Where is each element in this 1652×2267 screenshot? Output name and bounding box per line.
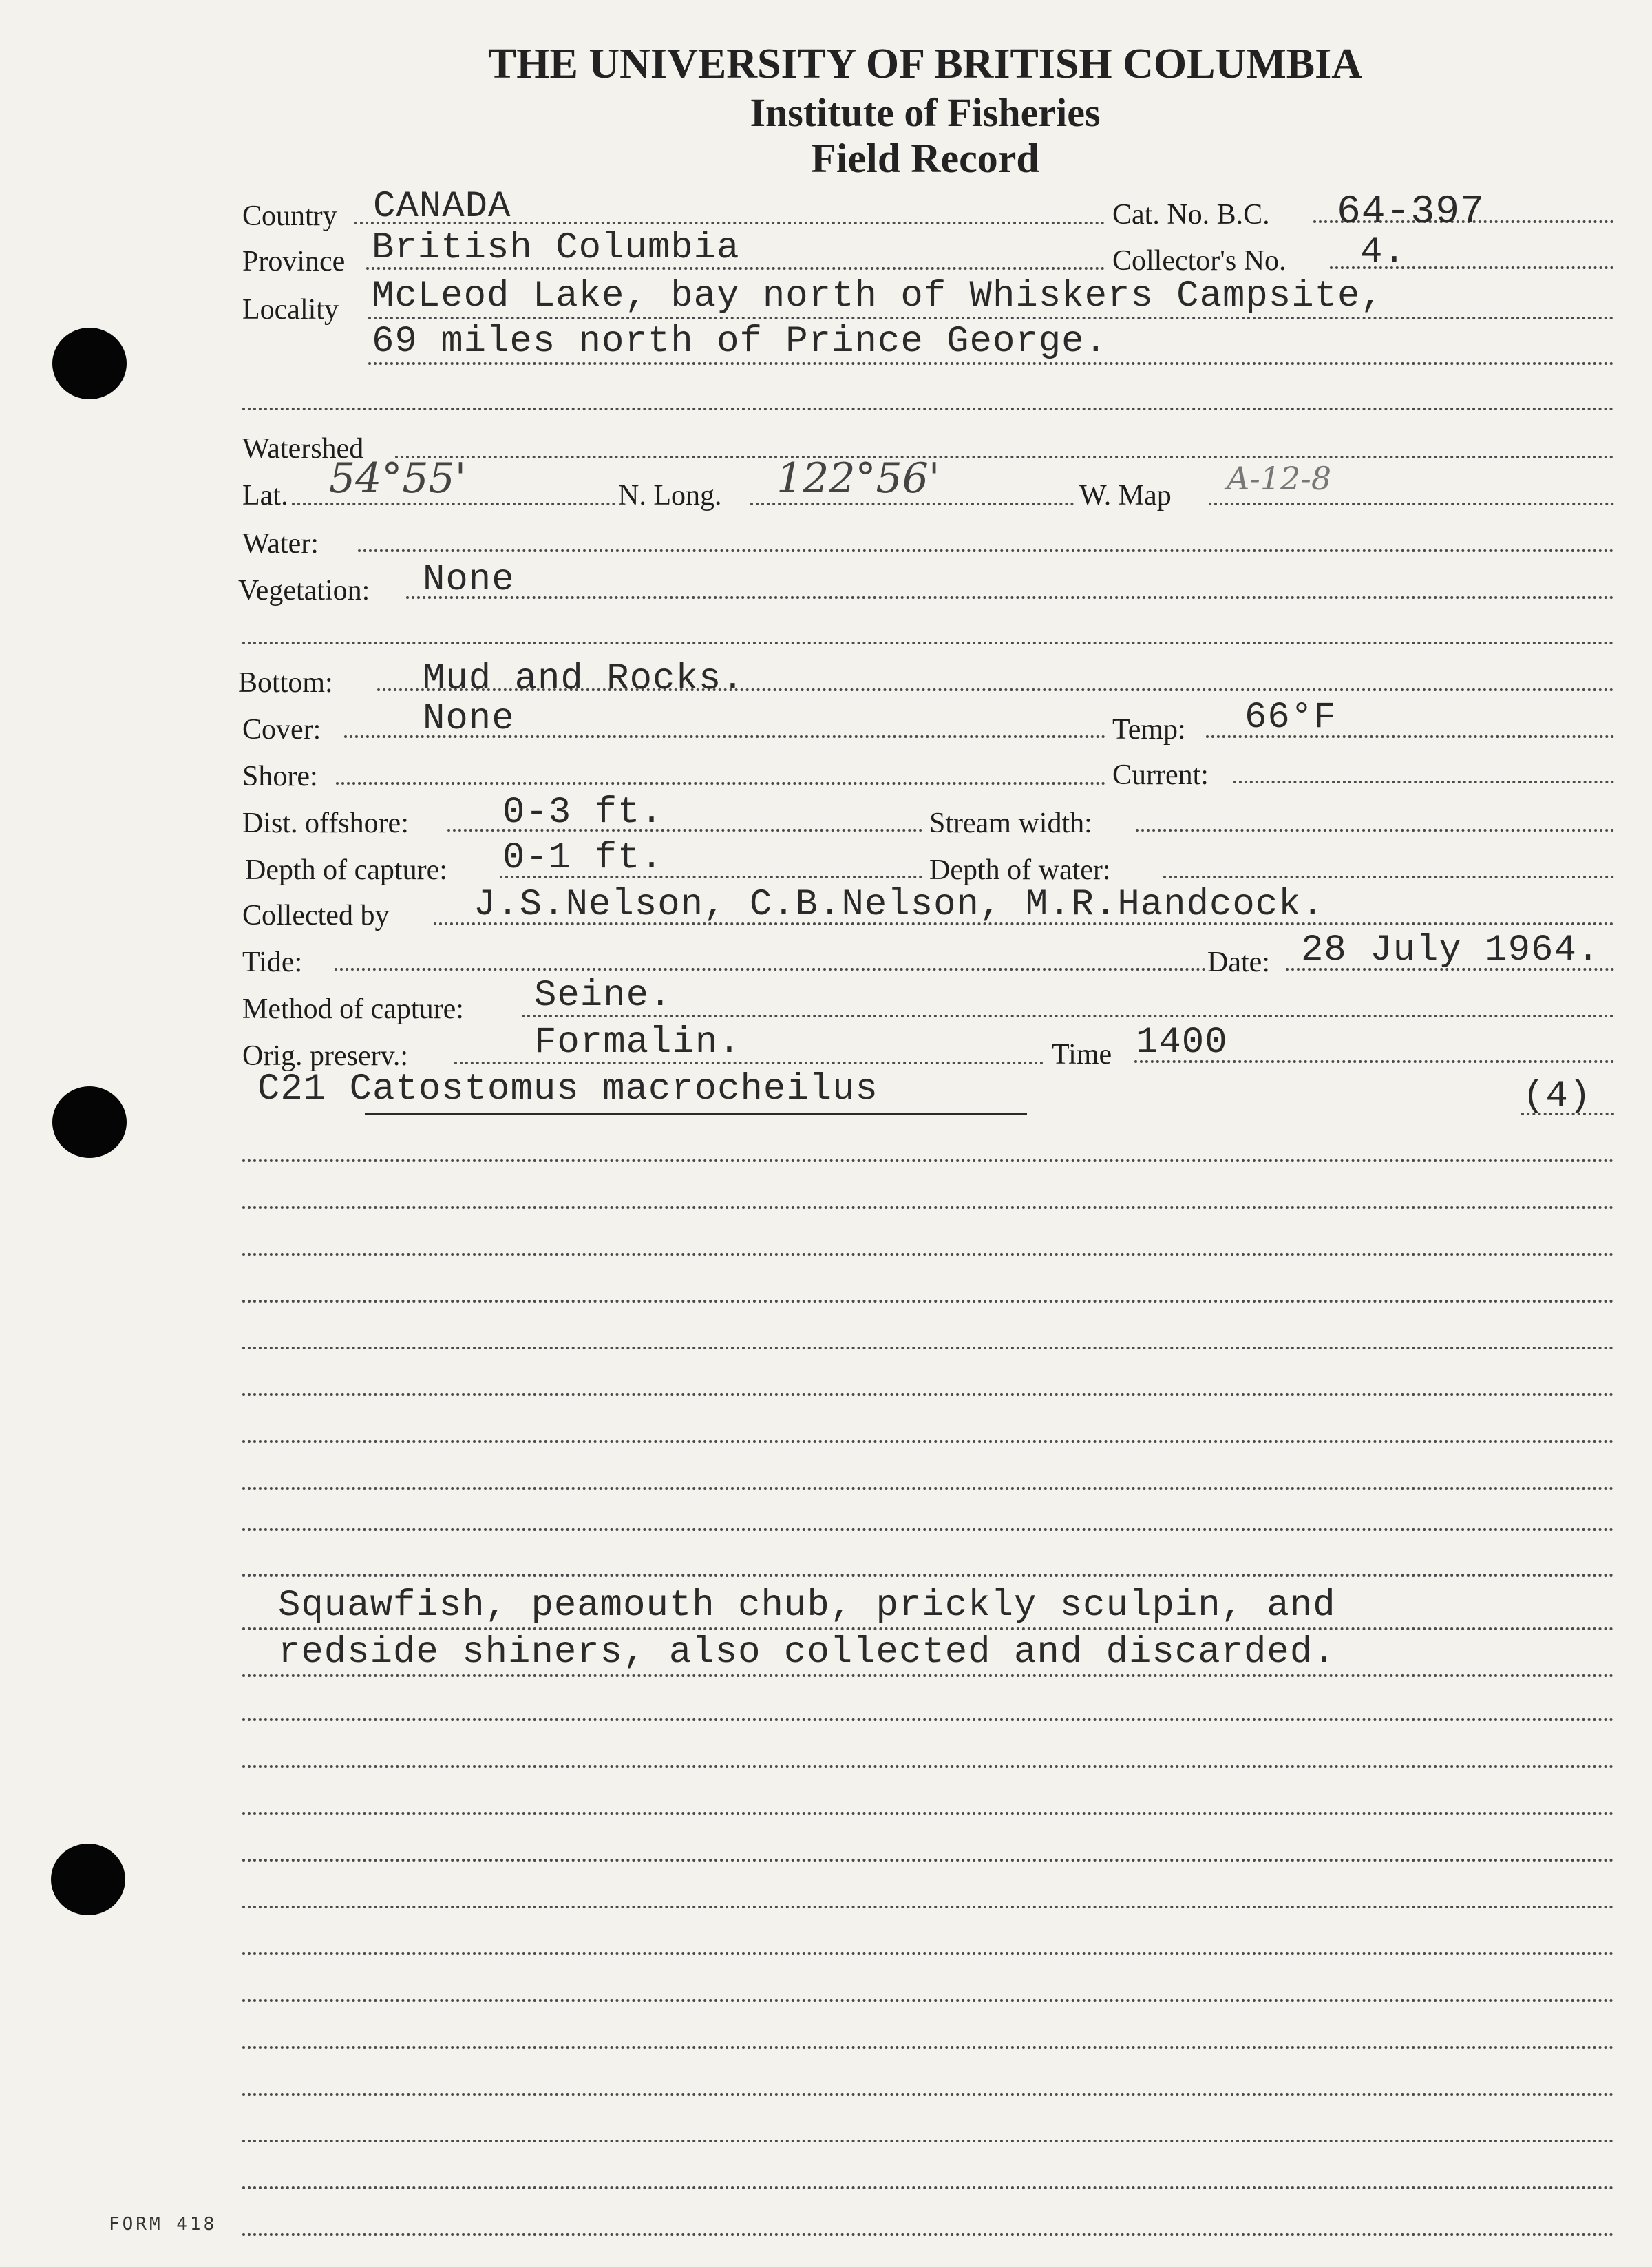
ruled-line bbox=[242, 1253, 1614, 1256]
form-number: FORM 418 bbox=[109, 2214, 218, 2235]
tide-label: Tide: bbox=[242, 947, 303, 978]
ruled-line bbox=[242, 1718, 1614, 1721]
species-count: (4) bbox=[1523, 1075, 1592, 1117]
notes-line-2 bbox=[242, 1674, 1614, 1677]
locality-label: Locality bbox=[242, 294, 339, 326]
current-label: Current: bbox=[1112, 759, 1209, 791]
vegetation-line-2 bbox=[242, 642, 1614, 644]
dist-offshore-value: 0-3 ft. bbox=[502, 792, 664, 834]
ruled-line bbox=[242, 2186, 1614, 2189]
cover-value: None bbox=[423, 698, 515, 740]
shore-line bbox=[336, 782, 1105, 785]
cover-label: Cover: bbox=[242, 714, 321, 746]
vegetation-value: None bbox=[423, 559, 515, 601]
ruled-line bbox=[242, 1952, 1614, 1955]
long-value: 122°56' bbox=[776, 454, 940, 503]
notes-line-1 bbox=[242, 1627, 1614, 1630]
current-line bbox=[1233, 781, 1614, 783]
collectors-no-label: Collector's No. bbox=[1112, 245, 1286, 277]
species-underline bbox=[365, 1113, 1027, 1115]
locality-value-line1: McLeod Lake, bay north of Whiskers Campsite, bbox=[372, 275, 1384, 317]
lat-value: 54°55' bbox=[329, 454, 467, 503]
date-label: Date: bbox=[1207, 947, 1270, 978]
cat-no-label: Cat. No. B.C. bbox=[1112, 199, 1270, 231]
map-label: W. Map bbox=[1079, 480, 1172, 512]
notes-line-2-text: redside shiners, also collected and discarded. bbox=[278, 1632, 1336, 1674]
long-label: N. Long. bbox=[618, 480, 722, 512]
method-label: Method of capture: bbox=[242, 993, 464, 1025]
ruled-line bbox=[242, 2093, 1614, 2096]
ruled-line bbox=[242, 1765, 1614, 1768]
method-value: Seine. bbox=[534, 975, 673, 1017]
cat-no-value: 64-397 bbox=[1337, 190, 1485, 235]
university-title: THE UNIVERSITY OF BRITISH COLUMBIA bbox=[487, 41, 1363, 87]
punch-hole-bottom bbox=[51, 1844, 125, 1915]
lat-label: Lat. bbox=[242, 480, 288, 512]
shore-label: Shore: bbox=[242, 761, 318, 792]
depth-capture-value: 0-1 ft. bbox=[502, 837, 664, 879]
institute-title: Institute of Fisheries bbox=[750, 90, 1101, 135]
time-value: 1400 bbox=[1136, 1022, 1228, 1064]
ruled-line bbox=[242, 1393, 1614, 1396]
punch-hole-middle bbox=[52, 1086, 127, 1158]
time-label: Time bbox=[1052, 1039, 1112, 1071]
temp-value: 66°F bbox=[1245, 697, 1337, 739]
country-value: CANADA bbox=[373, 186, 511, 228]
watershed-line bbox=[395, 456, 1614, 458]
temp-label: Temp: bbox=[1112, 714, 1186, 746]
map-value: A-12-8 bbox=[1227, 460, 1332, 497]
punch-hole-top bbox=[52, 328, 127, 399]
ruled-line bbox=[242, 1999, 1614, 2002]
species-name: C21 Catostomus macrocheilus bbox=[257, 1068, 878, 1110]
ruled-line bbox=[242, 1159, 1614, 1162]
tide-line bbox=[335, 968, 1206, 971]
method-line bbox=[522, 1015, 1614, 1017]
depth-water-line bbox=[1163, 876, 1614, 878]
ruled-line bbox=[242, 1859, 1614, 1862]
ruled-line bbox=[242, 2046, 1614, 2049]
ruled-line bbox=[242, 1906, 1614, 1908]
orig-preserv-value: Formalin. bbox=[534, 1022, 741, 1064]
water-label: Water: bbox=[242, 528, 319, 560]
ruled-line bbox=[242, 2233, 1614, 2236]
water-line bbox=[358, 549, 1614, 552]
long-line bbox=[750, 503, 1074, 505]
record-title: Field Record bbox=[811, 136, 1039, 181]
lat-line bbox=[292, 503, 615, 505]
ruled-line bbox=[242, 1206, 1614, 1209]
depth-water-label: Depth of water: bbox=[929, 854, 1111, 886]
ruled-line bbox=[242, 1440, 1614, 1443]
bottom-label: Bottom: bbox=[238, 667, 333, 699]
ruled-line bbox=[242, 2140, 1614, 2142]
watershed-label: Watershed bbox=[242, 433, 364, 465]
collectors-no-value: 4. bbox=[1360, 231, 1406, 273]
collected-by-label: Collected by bbox=[242, 900, 390, 931]
locality-line-3 bbox=[242, 408, 1614, 410]
map-line bbox=[1209, 503, 1614, 505]
ruled-line bbox=[242, 1347, 1614, 1349]
dist-offshore-label: Dist. offshore: bbox=[242, 808, 409, 839]
ruled-line bbox=[242, 1300, 1614, 1303]
ruled-line bbox=[242, 1812, 1614, 1815]
locality-value-line2: 69 miles north of Prince George. bbox=[372, 321, 1108, 363]
collected-by-value: J.S.Nelson, C.B.Nelson, M.R.Handcock. bbox=[474, 884, 1324, 926]
vegetation-label: Vegetation: bbox=[238, 575, 370, 607]
province-value: British Columbia bbox=[372, 227, 740, 269]
ruled-line bbox=[242, 1487, 1614, 1490]
ruled-line bbox=[242, 1528, 1614, 1531]
vegetation-line-1 bbox=[406, 596, 1614, 599]
date-value: 28 July 1964. bbox=[1301, 929, 1600, 971]
notes-line-1-text: Squawfish, peamouth chub, prickly sculpin, and bbox=[278, 1585, 1336, 1627]
stream-width-label: Stream width: bbox=[929, 808, 1092, 839]
orig-preserv-label: Orig. preserv.: bbox=[242, 1040, 409, 1072]
stream-width-line bbox=[1136, 829, 1614, 832]
province-label: Province bbox=[242, 246, 346, 277]
depth-capture-label: Depth of capture: bbox=[245, 854, 447, 886]
ruled-line bbox=[242, 1574, 1614, 1577]
bottom-value: Mud and Rocks. bbox=[423, 658, 745, 700]
country-label: Country bbox=[242, 200, 337, 232]
species-line bbox=[1521, 1113, 1614, 1115]
